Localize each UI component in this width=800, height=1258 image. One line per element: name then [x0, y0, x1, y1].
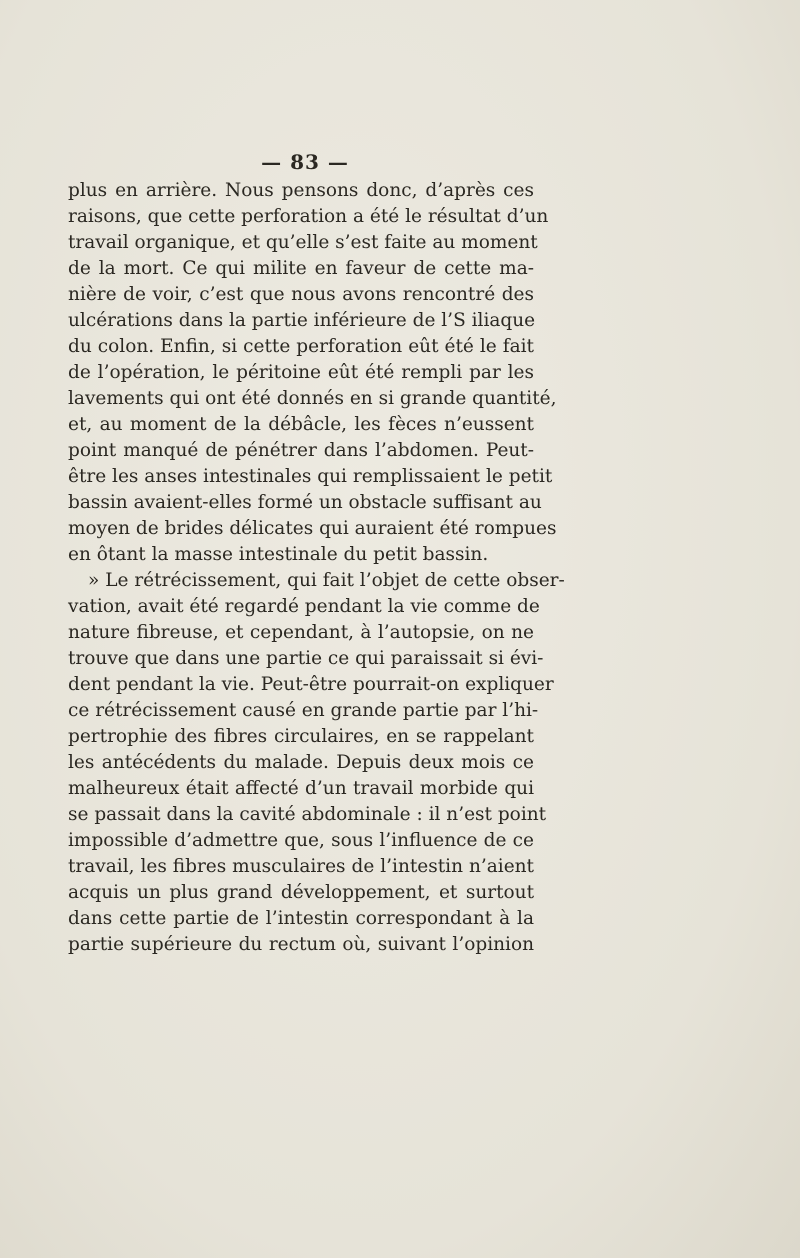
text-line: ce rétrécissement causé en grande partie par l’hi-: [68, 700, 539, 721]
text-line: nière de voir, c’est que nous avons rencontré des: [68, 284, 534, 305]
text-line: du colon. Enfin, si cette perforation eût été le fait: [68, 336, 534, 357]
text-line: » Le rétrécissement, qui fait l’objet de cette obser-: [88, 570, 565, 591]
text-line: impossible d’admettre que, sous l’influence de ce: [68, 830, 534, 851]
text-line: malheureux était affecté d’un travail morbide qui: [68, 778, 534, 799]
text-line: et, au moment de la débâcle, les fèces n’eussent: [68, 414, 534, 435]
text-line: en ôtant la masse intestinale du petit bassin.: [68, 544, 489, 565]
text-line: plus en arrière. Nous pensons donc, d’après ces: [68, 180, 534, 201]
text-line: lavements qui ont été donnés en si grande quantité,: [68, 388, 557, 409]
text-line: dans cette partie de l’intestin correspondant à la: [68, 908, 534, 929]
text-line: moyen de brides délicates qui auraient été rompues: [68, 518, 557, 539]
text-line: dent pendant la vie. Peut-être pourrait-on expliquer: [68, 674, 554, 695]
text-line: travail organique, et qu’elle s’est faite au moment: [68, 232, 538, 253]
text-line: point manqué de pénétrer dans l’abdomen. Peut-: [68, 440, 534, 461]
page-number: — 83 —: [261, 150, 349, 174]
text-line: vation, avait été regardé pendant la vie comme de: [68, 596, 540, 617]
text-line: de la mort. Ce qui milite en faveur de cette ma-: [68, 258, 534, 279]
text-line: partie supérieure du rectum où, suivant l’opinion: [68, 934, 534, 955]
text-line: les antécédents du malade. Depuis deux mois ce: [68, 752, 534, 773]
text-line: raisons, que cette perforation a été le résultat d’un: [68, 206, 549, 227]
text-line: pertrophie des fibres circulaires, en se rappelant: [68, 726, 534, 747]
text-line: nature fibreuse, et cependant, à l’autopsie, on ne: [68, 622, 534, 643]
text-line: acquis un plus grand développement, et surtout: [68, 882, 534, 903]
text-line: de l’opération, le péritoine eût été rempli par les: [68, 362, 534, 383]
text-line: ulcérations dans la partie inférieure de l’S iliaque: [68, 310, 536, 331]
text-line: être les anses intestinales qui remplissaient le petit: [68, 466, 553, 487]
text-line: trouve que dans une partie ce qui paraissait si évi-: [68, 648, 544, 669]
text-line: travail, les fibres musculaires de l’intestin n’aient: [68, 856, 534, 877]
text-line: se passait dans la cavité abdominale : il n’est point: [68, 804, 547, 825]
text-line: bassin avaient-elles formé un obstacle suffisant au: [68, 492, 542, 513]
body-text: [68, 178, 565, 958]
